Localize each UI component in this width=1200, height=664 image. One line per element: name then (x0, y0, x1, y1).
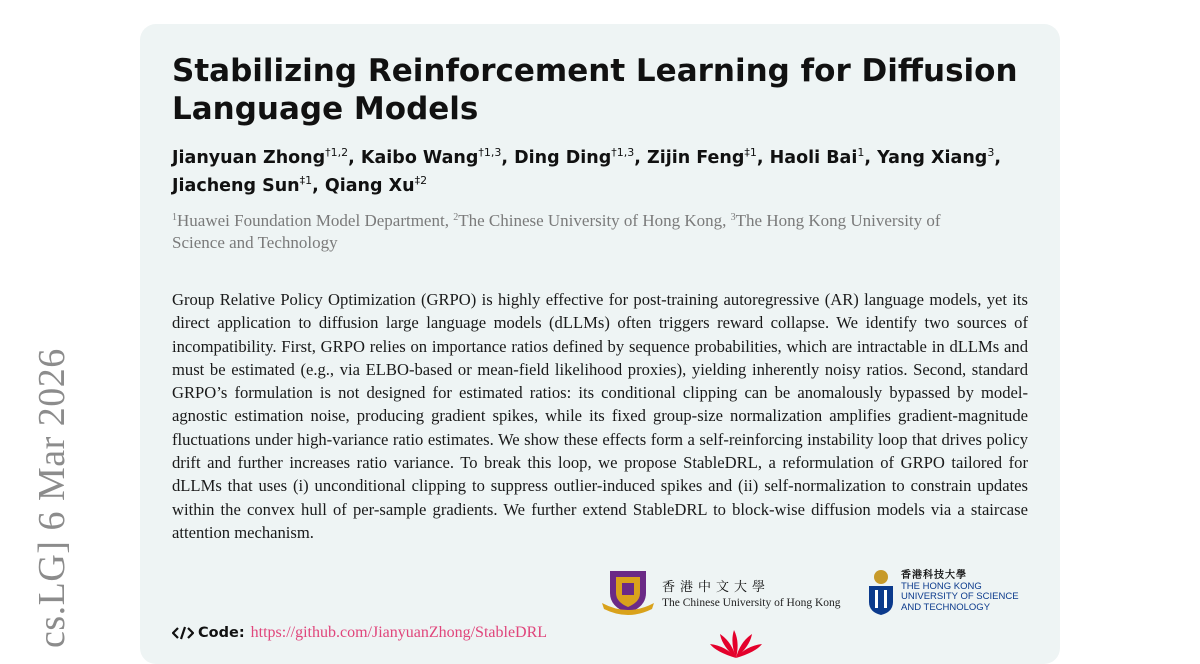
author: Jiacheng Sun$^{\ddagger 1}$, (172, 174, 325, 196)
affiliations (172, 210, 992, 254)
author: Haoli Bai$^1$, (769, 146, 878, 168)
affiliation: $^2$The Chinese University of Hong Kong, (453, 211, 731, 230)
author: Kaibo Wang$^{\dagger 1,3}$, (360, 146, 515, 168)
code-icon (172, 626, 194, 640)
arxiv-stamp: cs.LG] 6 Mar 2026 (31, 348, 73, 648)
code-label: Code: (198, 625, 245, 641)
author-list (172, 144, 1042, 200)
cuhk-chinese-name: 香港中文大學 (662, 579, 771, 595)
huawei-flower-icon (706, 628, 766, 658)
author: Jianyuan Zhong$^{\dagger 1,2}$, (172, 146, 361, 168)
author: Yang Xiang$^3$, (877, 146, 1001, 168)
huawei-logo (706, 628, 966, 658)
abstract: Group Relative Policy Optimization (GRPO) is highly effective for post-training autoregressive (AR) language models, yet its direct application to diffusion large language models (dLLMs) often triggers reward collapse. We identify two sources of incompatibility. First, GRPO relies on importance ratios defined by sequence probabilities, which are intractable in dLLMs and must be estimated (e.g., via ELBO-based or mean-field likelihood proxies), yielding inherently noisy ratios. Second, standard GRPO’s formulation is not designed for estimated ratios: its conditional clipping can be anomalously bypassed by model-agnostic estimation noise, producing gradient spikes, while its fixed group-size normalization amplifies gradient-magnitude fluctuations under high-variance ratio estimates. We show these effects form a self-reinforcing instability loop that drives policy drift and further increases ratio variance. To break this loop, we propose StableDRL, a reformulation of GRPO tailored for dLLMs that uses (i) unconditional clipping to suppress outlier-induced spikes and (ii) self-normalization to constrain updates within the convex hull of per-sample gradients. We further extend StableDRL to block-wise diffusion models via a staircase attention mechanism. (172, 290, 1028, 542)
paper-header-panel (140, 24, 1060, 664)
paper-title: Stabilizing Reinforcement Learning for Diffusion Language Models (172, 53, 1018, 127)
hkust-english-line: AND TECHNOLOGY (901, 601, 991, 613)
code-repo-link[interactable]: https://github.com/JianyuanZhong/StableDRL (250, 624, 548, 641)
hkust-emblem-icon (866, 568, 896, 616)
author: Zijin Feng$^{\ddagger 1}$, (647, 146, 770, 168)
author: Qiang Xu$^{\ddagger 2}$ (324, 174, 428, 196)
hkust-chinese-name: 香港科技大學 (901, 570, 967, 581)
author: Ding Ding$^{\dagger 1,3}$, (514, 146, 648, 168)
hkust-logo (866, 566, 1036, 618)
hkust-english-line: THE HONG KONG (901, 580, 982, 592)
cuhk-english-name: The Chinese University of Hong Kong (662, 596, 841, 609)
cuhk-crest-icon (600, 569, 656, 615)
hkust-english-line: UNIVERSITY OF SCIENCE (901, 591, 1019, 602)
code-link-row (172, 624, 547, 642)
cuhk-logo (600, 568, 850, 616)
affiliation: $^3$The Hong Kong University of Science and Technology (172, 211, 941, 252)
affiliation: $^1$Huawei Foundation Model Department, (172, 211, 454, 230)
